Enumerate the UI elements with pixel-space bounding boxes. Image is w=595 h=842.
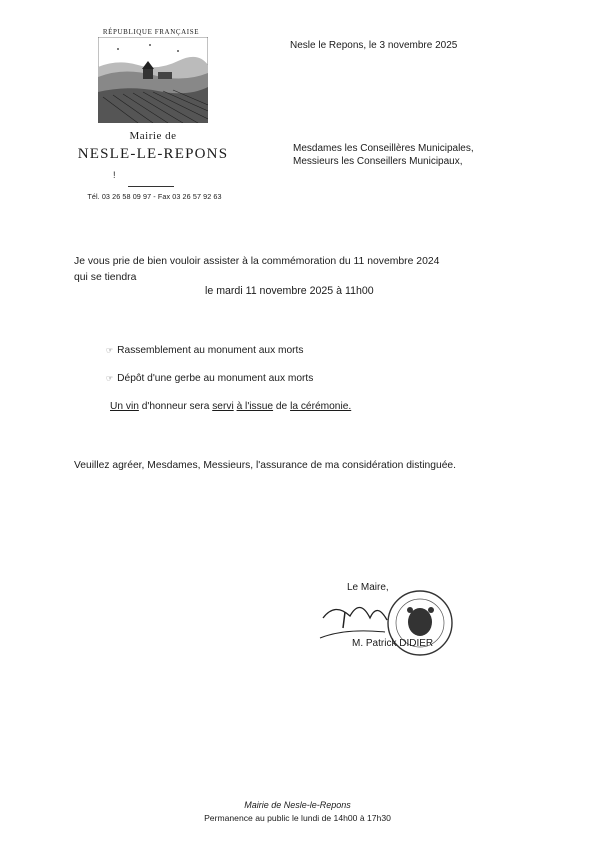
- mayor-stamp-and-signature: [315, 588, 465, 668]
- pointing-hand-icon: ☞: [106, 346, 114, 355]
- footer-title: Mairie de Nesle-le-Repons: [244, 800, 351, 810]
- vin-text: d'honneur sera: [138, 401, 213, 412]
- republique-francaise-label: RÉPUBLIQUE FRANÇAISE: [102, 28, 200, 36]
- vin-text-underlined: la cérémonie.: [290, 401, 352, 412]
- recipients-block: [293, 142, 474, 168]
- intro-line-2: qui se tiendra: [74, 272, 137, 283]
- vin-text-underlined: à l'issue: [236, 401, 274, 412]
- mayor-name: M. Patrick DIDIER: [352, 638, 434, 649]
- list-item: [106, 373, 313, 384]
- list-item: [106, 345, 303, 356]
- dateline: Nesle le Repons, le 3 novembre 2025: [290, 40, 458, 51]
- intro-line-1: Je vous prie de bien vouloir assister à la commémoration du 11 novembre 2024: [74, 256, 440, 267]
- event-datetime: le mardi 11 novembre 2025 à 11h00: [205, 285, 374, 297]
- vin-text-underlined: servi: [212, 401, 234, 412]
- letterhead-mark: !: [113, 170, 116, 180]
- mairie-de-label: Mairie de: [129, 130, 177, 142]
- contact-line: Tél. 03 26 58 09 97 - Fax 03 26 57 92 63: [87, 192, 222, 201]
- closing-formula: Veuillez agréer, Mesdames, Messieurs, l'assurance de ma considération distinguée.: [74, 460, 457, 471]
- town-name: NESLE-LE-REPONS: [77, 146, 229, 162]
- vin-text: de: [273, 401, 291, 412]
- list-item-text: Dépôt d'une gerbe au monument aux morts: [117, 373, 314, 384]
- recipient-line: Mesdames les Conseillères Municipales,: [293, 143, 474, 154]
- vin-text-underlined: Un vin: [110, 401, 139, 412]
- signature-title: Le Maire,: [347, 582, 389, 593]
- village-vignette-image: [98, 37, 208, 123]
- pointing-hand-icon: ☞: [106, 374, 114, 383]
- list-item-text: Rassemblement au monument aux morts: [117, 345, 304, 356]
- footer-hours: Permanence au public le lundi de 14h00 à 17h30: [204, 813, 391, 823]
- vin-honneur-line: [110, 401, 351, 412]
- recipient-line: Messieurs les Conseillers Municipaux,: [293, 156, 463, 167]
- divider: [128, 186, 174, 187]
